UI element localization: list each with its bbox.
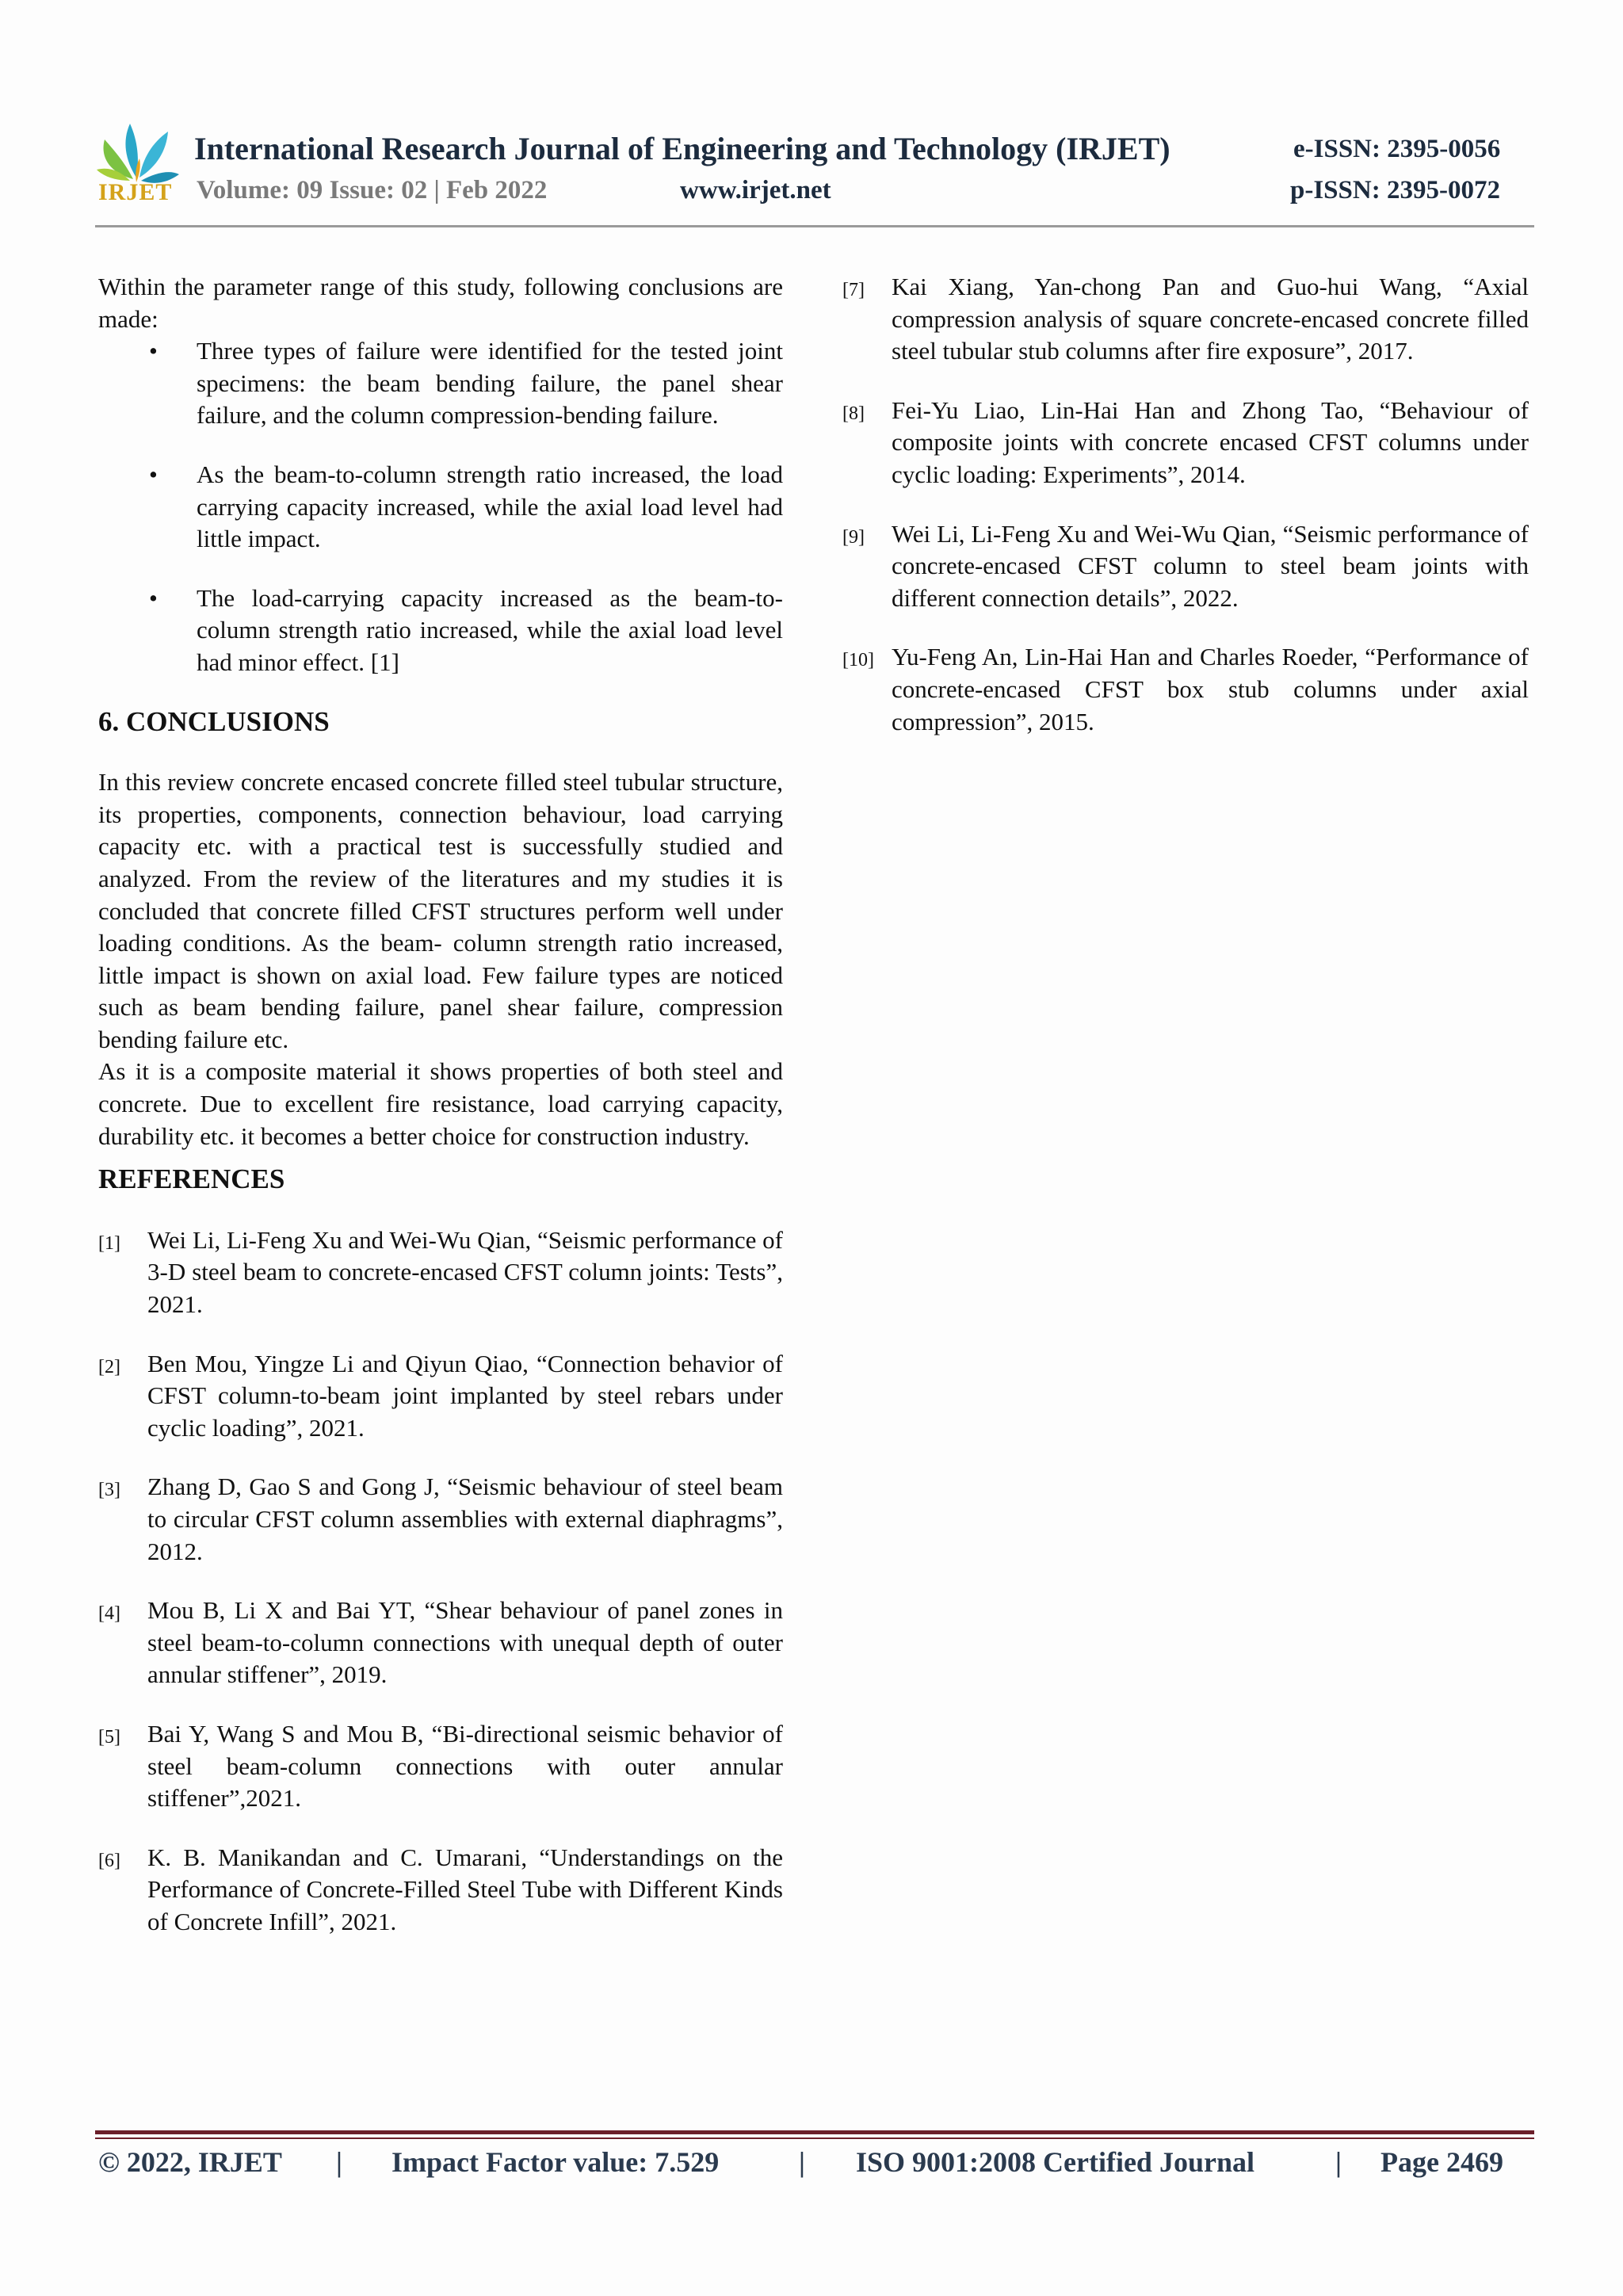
reference-number: [10] — [842, 650, 874, 671]
bullet-text: As the beam-to-column strength ratio increased, the load carrying capacity increased, while the axial load level had little impact. — [197, 460, 783, 553]
reference-number: [7] — [842, 280, 865, 300]
intro-paragraph: Within the parameter range of this study, following conclusions are made: — [98, 273, 783, 333]
reference-number: [9] — [842, 526, 865, 548]
reference-number: [2] — [98, 1356, 120, 1377]
website-link[interactable]: www.irjet.net — [680, 176, 831, 204]
reference-text: K. B. Manikandan and C. Umarani, “Understandings on the Performance of Concrete-Filled Steel Tube with Different Kinds of Concrete Infill”, 2021. — [147, 1843, 783, 1935]
header-divider — [95, 225, 1534, 227]
bullet-item — [98, 335, 783, 432]
bullet-item — [98, 583, 783, 679]
reference-number: [6] — [98, 1850, 120, 1871]
reference-text: Mou B, Li X and Bai YT, “Shear behaviour of panel zones in steel beam-to-column connections with unequal depth of outer annular stiffener”, 2019. — [147, 1596, 783, 1689]
bullet-icon: • — [149, 460, 158, 488]
reference-item — [98, 1471, 783, 1568]
conclusions-paragraph: As it is a composite material it shows properties of both steel and concrete. Due to excellent fire resistance, load carrying capacity, durability etc. it becomes a better choice for construction industry. — [98, 1057, 783, 1150]
footer-separator: | — [799, 2146, 805, 2178]
bullet-item — [98, 459, 783, 556]
footer-separator: | — [1335, 2146, 1342, 2178]
footer-impact-factor: Impact Factor value: 7.529 — [391, 2146, 720, 2178]
footer-page-number: Page 2469 — [1381, 2146, 1503, 2178]
footer-copyright: © 2022, IRJET — [98, 2146, 282, 2178]
volume-issue: Volume: 09 Issue: 02 | Feb 2022 — [197, 176, 548, 204]
bullet-text: The load-carrying capacity increased as the beam-to-column strength ratio increased, while the axial load level had minor effect. [1] — [197, 583, 783, 676]
reference-text: Ben Mou, Yingze Li and Qiyun Qiao, “Connection behavior of CFST column-to-beam joint implanted by steel rebars under cyclic loading”, 2021. — [147, 1349, 783, 1442]
e-issn: e-ISSN: 2395-0056 — [1293, 135, 1501, 163]
reference-item — [98, 1224, 783, 1321]
reference-text: Bai Y, Wang S and Mou B, “Bi-directional seismic behavior of steel beam-column connections with outer annular stiffener”,2021. — [147, 1719, 783, 1813]
reference-number: [1] — [98, 1232, 120, 1254]
bullet-text: Three types of failure were identified for the tested joint specimens: the beam bending failure, the panel shear failure, and the column compression-bending failure. — [197, 337, 783, 430]
reference-number: [5] — [98, 1726, 120, 1748]
reference-item — [98, 1718, 783, 1815]
reference-item — [98, 1842, 783, 1939]
footer-divider — [95, 2130, 1534, 2134]
reference-item — [842, 518, 1529, 615]
reference-text: Wei Li, Li-Feng Xu and Wei-Wu Qian, “Seismic performance of 3-D steel beam to concrete-encased CFST column joints: Tests”, 2021. — [147, 1225, 783, 1319]
reference-text: Zhang D, Gao S and Gong J, “Seismic behaviour of steel beam to circular CFST column assemblies with external diaphragms”, 2012. — [147, 1473, 783, 1565]
reference-number: [4] — [98, 1603, 120, 1625]
reference-text: Yu-Feng An, Lin-Hai Han and Charles Roeder, “Performance of concrete-encased CFST box stub columns under axial compression”, 2015. — [892, 643, 1529, 735]
right-column — [842, 271, 1529, 765]
conclusion-bullets — [98, 335, 783, 678]
footer-separator: | — [336, 2146, 342, 2178]
reference-item — [98, 1595, 783, 1691]
logo-text: IRJET — [98, 179, 173, 205]
reference-number: [3] — [98, 1480, 120, 1501]
footer-iso: ISO 9001:2008 Certified Journal — [856, 2146, 1254, 2178]
reference-item — [842, 641, 1529, 738]
references-heading: REFERENCES — [98, 1163, 285, 1195]
conclusions-heading: 6. CONCLUSIONS — [98, 705, 330, 737]
left-column — [98, 271, 783, 1966]
reference-item — [842, 395, 1529, 491]
bullet-icon: • — [149, 583, 158, 612]
reference-item — [842, 271, 1529, 368]
footer-divider-thin — [95, 2137, 1534, 2139]
reference-text: Kai Xiang, Yan-chong Pan and Guo-hui Wang, “Axial compression analysis of square concrete-encased concrete filled steel tubular stub columns after fire exposure”, 2017. — [892, 273, 1529, 365]
conclusions-paragraph: In this review concrete encased concrete filled steel tubular structure, its properties, components, connection behaviour, load carrying capacity etc. with a practical test is successfully studied and analyzed. From the review of the literatures and my studies it is concluded that concrete filled CFST structures perform well under loading conditions. As the beam- column strength ratio increased, little impact is shown on axial load. Few failure types are noticed such as beam bending failure, panel shear failure, compression bending failure etc. — [98, 768, 783, 1053]
journal-title: International Research Journal of Engineering and Technology (IRJET) — [194, 131, 1170, 166]
reference-text: Wei Li, Li-Feng Xu and Wei-Wu Qian, “Seismic performance of concrete-encased CFST column to steel beam joints with different connection details”, 2022. — [892, 519, 1529, 612]
reference-item — [98, 1348, 783, 1445]
bullet-icon: • — [149, 337, 158, 365]
p-issn: p-ISSN: 2395-0072 — [1290, 176, 1500, 204]
reference-text: Fei-Yu Liao, Lin-Hai Han and Zhong Tao, “Behaviour of composite joints with concrete encased CFST columns under cyclic loading: Experiments”, 2014. — [892, 395, 1529, 488]
reference-number: [8] — [842, 403, 865, 424]
